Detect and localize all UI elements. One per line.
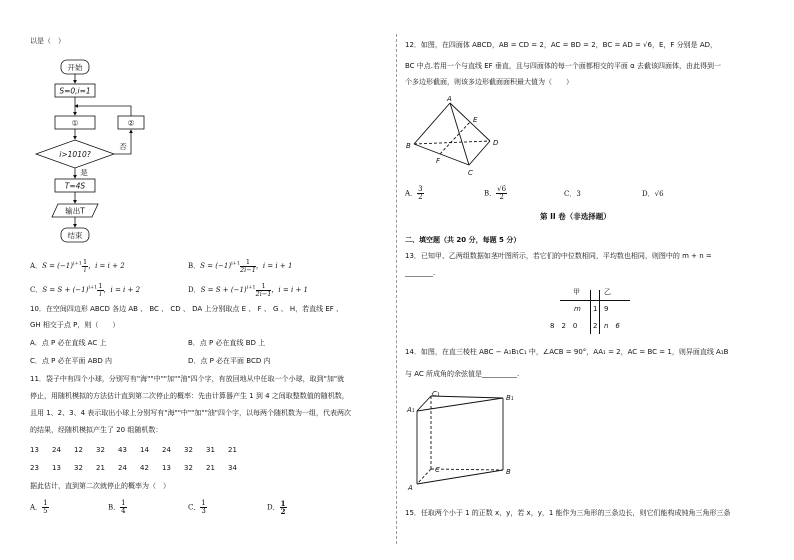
prism-figure [405,388,525,498]
prism-label-b: B [506,468,511,476]
flow-yes-text: 是 [80,168,88,177]
q10-option-d[interactable]: D．点 P 必在平面 BCD 内 [188,357,271,365]
q11-option-d[interactable]: D． $\frac{1}{2}$ [267,499,286,516]
flow-init-text: S=0,i=1 [59,86,91,96]
q13-answer-blank[interactable]: ________. [405,269,436,277]
stem-leaf-row1-stem: 1 [593,305,598,313]
stem-leaf-row2-left: 8 2 0 [550,322,578,330]
q9-option-b[interactable]: B．$S = (-1)^{i+1}$ $\frac{1}{2i-1}$ ，i = i + 1 [188,258,293,274]
q11-text-line2: 停止，用随机模拟的方法估计直到第二次停止的概率：先由计算器产生 1 到 4 之间取整数值的随机数， [30,392,349,400]
flow-output-text: 输出T [65,206,85,216]
q11-option-a[interactable]: A． $\frac{1}{5}$ [30,499,48,515]
flow-cond-text: i>1010? [59,150,91,159]
stem-leaf-row1-left: m [574,305,581,313]
tetra-label-d: D [493,139,499,147]
q12-option-a[interactable]: A． $\frac{3}{2}$ [405,185,423,201]
stem-leaf-head-right: 乙 [604,288,611,296]
q13-text-line1: 13．已知甲、乙两组数据如茎叶图所示，若它们的中位数相同，平均数也相同，则图中的 m + n = [405,252,712,260]
flowchart [30,52,170,247]
flow-step2-text: ② [127,118,135,128]
q12-text-line2: BC 中点.若用一个与直线 EF 垂直，且与四面体的每一个面都相交的平面 α 去截该四面体，由此得到一 [405,62,721,70]
q12-text-line1: 12．如图，在四面体 ABCD，AB = CD = 2，AC = BD = 2，BC = AD = √6，E，F 分别是 AD， [405,41,718,49]
q14-text-line2: 与 AC 所成角的余弦值是__________. [405,370,520,378]
prism-label-a1: A₁ [407,406,415,414]
q12-option-d[interactable]: D．√6 [642,190,664,198]
tetra-label-c: C [468,169,473,177]
tetra-label-a: A [447,95,452,103]
q12-option-c[interactable]: C．3 [564,190,581,198]
q9-option-d[interactable]: D．$S = S + (-1)^{i+1}$ $\frac{1}{2i-1}$ ，i = i + 1 [188,282,308,298]
q15-text-line1: 15．任取两个小于 1 的正数 x，y，若 x，y，1 能作为三角形的三条边长，则它们能构成钝角三角形三条 [405,509,731,517]
q14-text-line1: 14．如图，在直三棱柱 ABC − A₁B₁C₁ 中，∠ACB = 90°，AA₁ = 2，AC = BC = 1，则异面直线 A₁B [405,348,729,356]
q11-option-c[interactable]: C． $\frac{1}{3}$ [188,499,206,515]
prism-label-a: A [408,484,413,492]
stem-leaf-row2-right: n 6 [604,322,620,330]
tetrahedron-figure [402,92,522,180]
tetra-label-f: F [436,157,441,165]
stem-leaf-row1-right: 9 [604,305,609,313]
q11-text-line5: 据此估计，直到第二次就停止的概率为（ ） [30,482,170,490]
q11-text-line1: 11．袋子中有四个小球，分别写有"海""中""加""油"四个字，有放回地从中任取一个小球，取到"加"就 [30,375,345,383]
q10-option-b[interactable]: B．点 P 必在直线 BD 上 [188,339,266,347]
stem-leaf-head-left: 甲 [573,288,580,296]
prism-label-c1: C₁ [432,390,440,398]
q10-text-line2: GH 相交于点 P，则（ ） [30,321,120,329]
q9-option-c[interactable]: C．$S = S + (-1)^{i+1}$ $\frac{1}{i}$ ，i = i + 2 [30,282,141,298]
q11-text-line4: 的结果，经随机模拟产生了 20 组随机数： [30,426,163,434]
q9-intro: 以是（ ） [30,37,65,45]
q10-option-a[interactable]: A．点 P 必在直线 AC 上 [30,339,107,347]
q10-option-c[interactable]: C．点 P 必在平面 ABD 内 [30,357,112,365]
q12-text-line3: 个多边形截面，则该多边形截面面积最大值为（ ） [405,78,573,86]
flow-step1-text: ① [71,118,79,128]
stem-leaf-plot [550,288,636,338]
column-divider [396,34,397,544]
flow-start-text: 开始 [67,63,83,72]
flow-end-text: 结束 [67,231,83,240]
q11-text-line3: 且用 1、2、3、4 表示取出小球上分别写有"海""中""加""油"四个字，以每两个随机数为一组，代表两次 [30,409,352,417]
flow-no-text: 否 [119,142,127,151]
flow-assign-text: T=4S [64,181,86,191]
q11-option-b[interactable]: B． $\frac{1}{4}$ [108,499,126,515]
q9-option-a[interactable]: A．$S = (-1)^{i+1}$ $\frac{1}{i}$ ，i = i + 2 [30,258,125,274]
q12-option-b[interactable]: B． $\frac{√6}{2}$ [484,185,507,201]
part2-title: 第 II 卷（非选择题） [540,212,611,221]
tetra-label-b: B [406,142,411,150]
stem-leaf-row2-stem: 2 [593,322,598,330]
section2-heading: 二、填空题（共 20 分，每题 5 分） [405,236,521,244]
q10-text-line1: 10．在空间四边形 ABCD 各边 AB 、 BC 、 CD 、 DA 上分别取点 E 、 F 、 G 、 H，若直线 EF 、 [30,305,344,313]
prism-label-b1: B₁ [506,394,514,402]
tetra-label-e: E [473,116,478,124]
prism-label-c: C [435,466,440,474]
